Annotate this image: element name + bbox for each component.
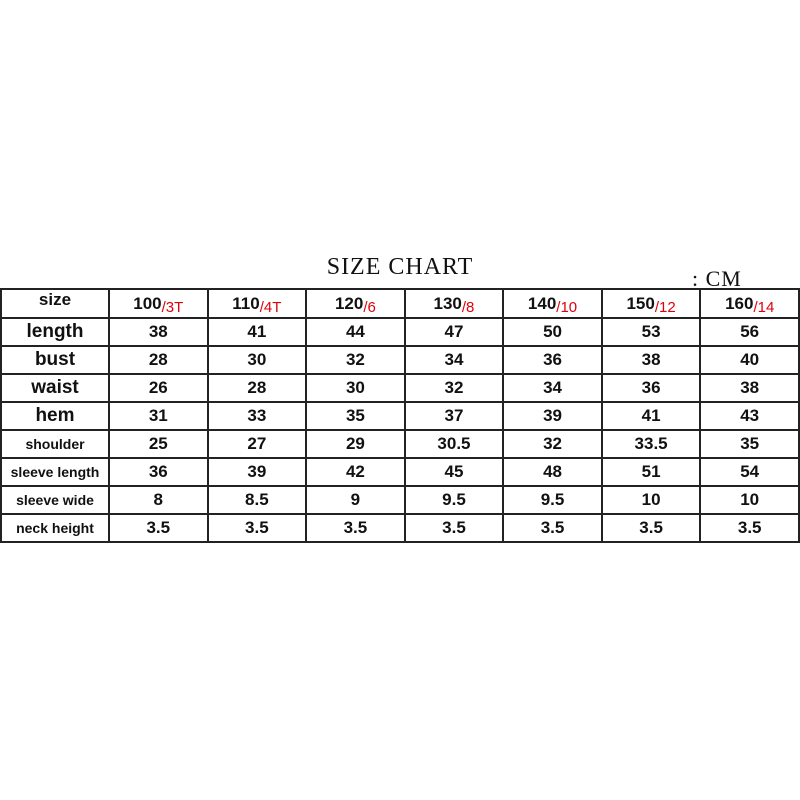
table-cell: 38 [602, 346, 701, 374]
size-table [0, 288, 800, 543]
table-cell: 32 [503, 430, 602, 458]
size-alt: /8 [461, 298, 475, 316]
row-label: shoulder [1, 430, 109, 458]
table-cell: 8 [109, 486, 208, 514]
table-cell: 38 [109, 318, 208, 346]
table-cell: 3.5 [306, 514, 405, 542]
table-cell: 40 [700, 346, 799, 374]
row-label: sleeve wide [1, 486, 109, 514]
table-cell: 35 [700, 430, 799, 458]
size-cm: 150 [626, 293, 655, 313]
table-cell: 36 [602, 374, 701, 402]
size-col-120 [306, 289, 405, 318]
table-cell: 3.5 [700, 514, 799, 542]
table-cell: 32 [306, 346, 405, 374]
table-cell: 36 [503, 346, 602, 374]
row-label: waist [1, 374, 109, 402]
table-row-waist [1, 374, 799, 402]
table-cell: 39 [503, 402, 602, 430]
table-cell: 51 [602, 458, 701, 486]
table-cell: 39 [208, 458, 307, 486]
table-cell: 30 [306, 374, 405, 402]
table-cell: 9.5 [405, 486, 504, 514]
table-cell: 10 [700, 486, 799, 514]
table-row-length [1, 318, 799, 346]
size-alt: /4T [259, 298, 282, 316]
table-cell: 3.5 [109, 514, 208, 542]
table-cell: 26 [109, 374, 208, 402]
table-cell: 44 [306, 318, 405, 346]
table-cell: 29 [306, 430, 405, 458]
table-cell: 33 [208, 402, 307, 430]
size-cm: 120 [334, 293, 364, 313]
table-cell: 35 [306, 402, 405, 430]
table-row-hem [1, 402, 799, 430]
table-cell: 32 [405, 374, 504, 402]
table-cell: 31 [109, 402, 208, 430]
size-cm: 130 [433, 293, 462, 313]
table-cell: 37 [405, 402, 504, 430]
header-row [1, 289, 799, 318]
unit-label: : CM [692, 266, 742, 291]
table-row-sleeve-length [1, 458, 799, 486]
table-cell: 25 [109, 430, 208, 458]
table-cell: 33.5 [602, 430, 701, 458]
size-col-100 [109, 289, 208, 318]
table-cell: 36 [109, 458, 208, 486]
table-cell: 48 [503, 458, 602, 486]
row-label: neck height [1, 514, 109, 542]
size-alt: /12 [654, 298, 676, 316]
size-alt: /10 [556, 298, 578, 316]
table-cell: 3.5 [503, 514, 602, 542]
table-cell: 10 [602, 486, 701, 514]
table-row-shoulder [1, 430, 799, 458]
size-alt: /6 [363, 298, 376, 316]
size-alt: /14 [753, 298, 775, 316]
table-row-neck-height [1, 514, 799, 542]
size-col-140 [503, 289, 602, 318]
table-cell: 9 [306, 486, 405, 514]
row-label: sleeve length [1, 458, 109, 486]
row-label: bust [1, 346, 109, 374]
table-cell: 54 [700, 458, 799, 486]
chart-title: SIZE CHART [326, 254, 474, 280]
table-cell: 8.5 [208, 486, 307, 514]
table-row-bust [1, 346, 799, 374]
table-cell: 41 [208, 318, 307, 346]
table-cell: 3.5 [405, 514, 504, 542]
table-cell: 28 [208, 374, 307, 402]
size-col-130 [405, 289, 504, 318]
table-cell: 45 [405, 458, 504, 486]
size-alt: /3T [161, 298, 184, 316]
table-cell: 53 [602, 318, 701, 346]
table-cell: 28 [109, 346, 208, 374]
table-cell: 30 [208, 346, 307, 374]
size-header: size [1, 289, 109, 318]
table-cell: 3.5 [208, 514, 307, 542]
table-cell: 50 [503, 318, 602, 346]
size-cm: 100 [133, 293, 162, 313]
table-cell: 47 [405, 318, 504, 346]
size-col-160 [700, 289, 799, 318]
table-cell: 38 [700, 374, 799, 402]
size-cm: 140 [527, 293, 557, 313]
table-cell: 30.5 [405, 430, 504, 458]
table-row-sleeve-wide [1, 486, 799, 514]
table-cell: 56 [700, 318, 799, 346]
size-cm: 110 [232, 293, 260, 313]
table-cell: 3.5 [602, 514, 701, 542]
table-cell: 34 [405, 346, 504, 374]
size-col-150 [602, 289, 701, 318]
table-cell: 9.5 [503, 486, 602, 514]
table-cell: 41 [602, 402, 701, 430]
row-label: length [1, 318, 109, 346]
table-cell: 43 [700, 402, 799, 430]
row-label: hem [1, 402, 109, 430]
table-cell: 34 [503, 374, 602, 402]
table-cell: 42 [306, 458, 405, 486]
table-cell: 27 [208, 430, 307, 458]
size-cm: 160 [725, 293, 754, 313]
size-col-110 [208, 289, 307, 318]
